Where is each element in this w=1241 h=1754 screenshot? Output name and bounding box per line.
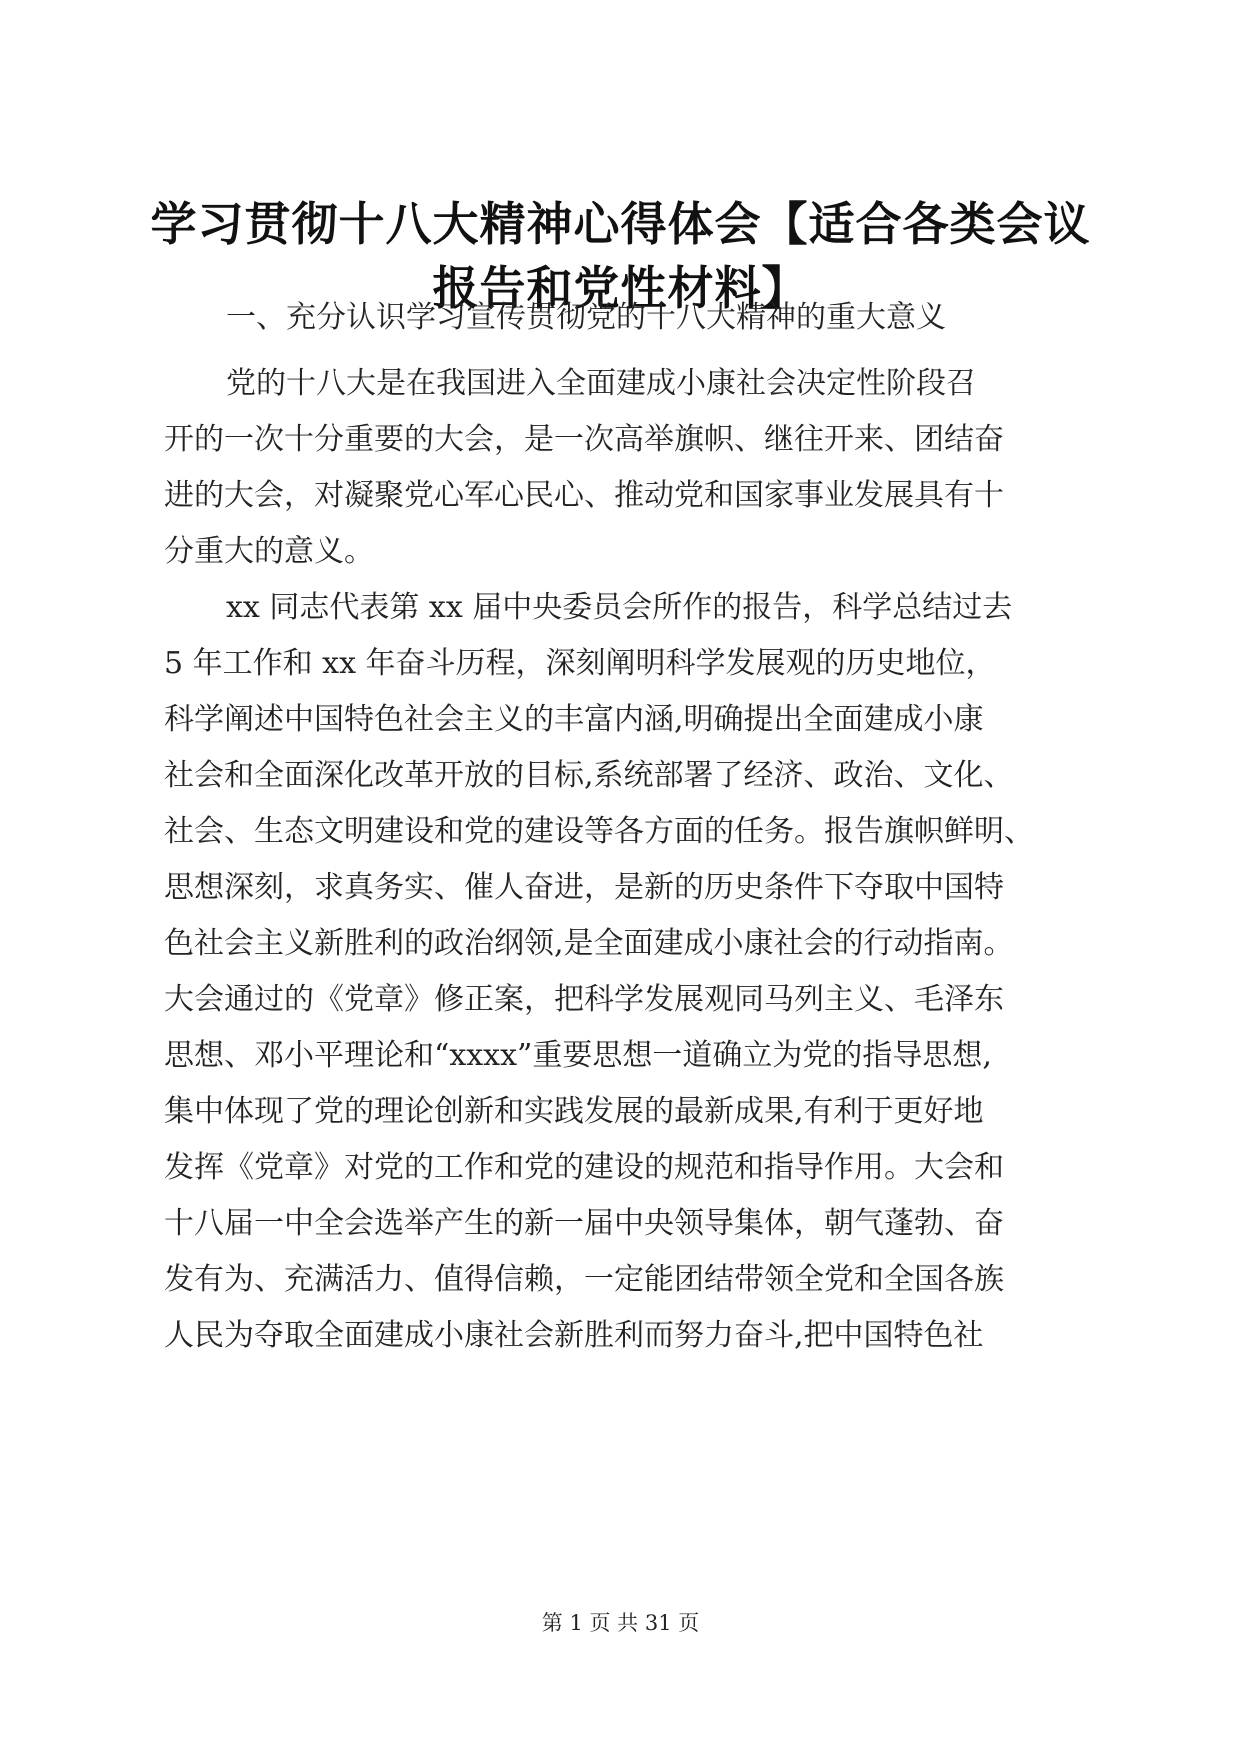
body-text-line: 社会、生态文明建设和党的建设等各方面的任务。报告旗帜鲜明、 <box>164 814 1034 849</box>
body-text-line: 社会和全面深化改革开放的目标,系统部署了经济、政治、文化、 <box>164 758 1014 793</box>
body-text-line: 集中体现了党的理论创新和实践发展的最新成果,有利于更好地 <box>164 1094 984 1129</box>
body-text-line: 色社会主义新胜利的政治纲领,是全面建成小康社会的行动指南。 <box>164 926 1014 961</box>
document-title-line: 报告和党性材料】 <box>432 261 809 315</box>
body-text-line: 思想深刻，求真务实、催人奋进，是新的历史条件下夺取中国特 <box>164 870 1004 905</box>
body-text-line: xx 同志代表第 xx 届中央委员会所作的报告，科学总结过去 <box>226 590 1013 625</box>
body-text-line: 分重大的意义。 <box>164 534 374 569</box>
body-text <box>164 356 1088 1364</box>
document-title-line: 学习贯彻十八大精神心得体会【适合各类会议 <box>150 197 1091 251</box>
section-heading: 一、充分认识学习宣传贯彻党的十八大精神的重大意义 <box>226 300 946 335</box>
body-text-line: 十八届一中全会选举产生的新一届中央领导集体，朝气蓬勃、奋 <box>164 1206 1004 1241</box>
body-text-line: 科学阐述中国特色社会主义的丰富内涵,明确提出全面建成小康 <box>164 702 984 737</box>
body-text-line: 思想、邓小平理论和“xxxx”重要思想一道确立为党的指导思想, <box>164 1038 992 1073</box>
body-text-line: 发挥《党章》对党的工作和党的建设的规范和指导作用。大会和 <box>164 1150 1004 1185</box>
body-text-line: 进的大会，对凝聚党心军心民心、推动党和国家事业发展具有十 <box>164 478 1004 513</box>
body-text-line: 党的十八大是在我国进入全面建成小康社会决定性阶段召 <box>226 366 976 401</box>
body-text-line: 人民为夺取全面建成小康社会新胜利而努力奋斗,把中国特色社 <box>164 1318 984 1353</box>
body-text-line: 5 年工作和 xx 年奋斗历程，深刻阐明科学发展观的历史地位， <box>164 646 996 681</box>
body-text-line: 大会通过的《党章》修正案，把科学发展观同马列主义、毛泽东 <box>164 982 1004 1017</box>
body-text-line: 开的一次十分重要的大会，是一次高举旗帜、继往开来、团结奋 <box>164 422 1004 457</box>
page-number-footer: 第 1 页 共 31 页 <box>541 1611 700 1635</box>
body-text-line: 发有为、充满活力、值得信赖，一定能团结带领全党和全国各族 <box>164 1262 1004 1297</box>
